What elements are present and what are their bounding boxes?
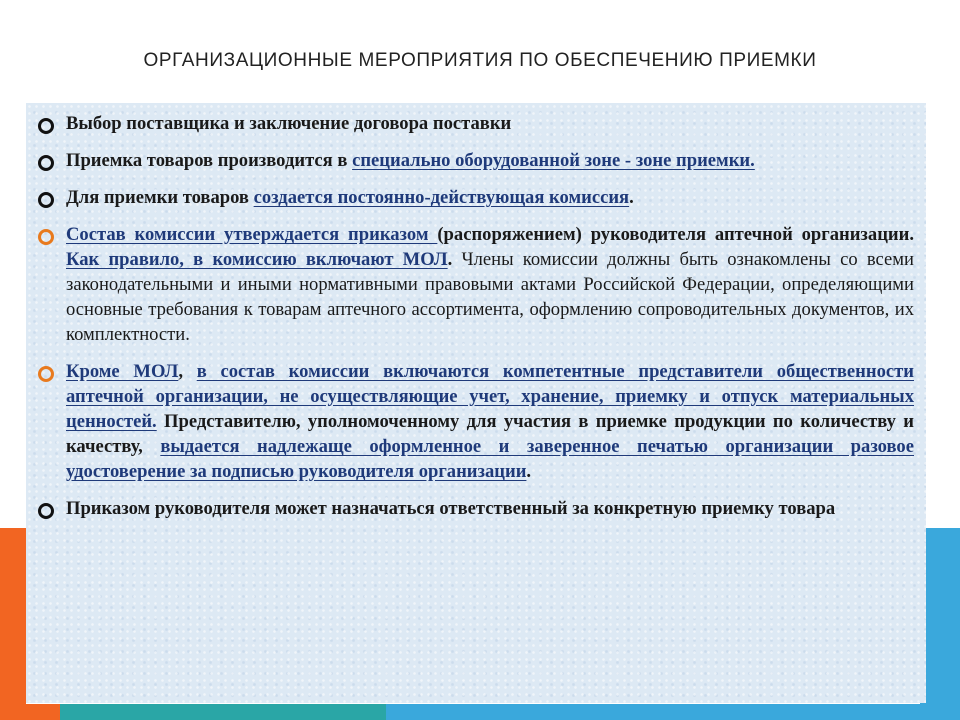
bullet-item-3 (38, 185, 914, 210)
item-punct: . (629, 187, 634, 208)
bullet-circle-icon (38, 118, 54, 134)
item-text: Приказом руководителя может назначаться ответственный за конкретную приемку товара (66, 498, 836, 519)
bullet-item-6 (38, 496, 914, 521)
bullet-item-5 (38, 359, 914, 484)
item-punct: . (526, 461, 532, 482)
decor-orange-bottom-bar (0, 704, 60, 720)
item-link[interactable]: Состав комиссии утверждается приказом (66, 224, 438, 245)
item-bold-text: Представителю, уполномоченному для участия в приемке продукции по количеству и качеству, (66, 411, 914, 457)
decor-teal-bottom-bar (26, 704, 386, 720)
bullet-circle-icon (38, 192, 54, 208)
content-panel (26, 103, 926, 703)
decor-blue-bar (920, 528, 960, 720)
item-link[interactable]: в состав комиссии включаются компетентные представители общественности аптечной организации, не осуществляющие учет, хранение, приемку и отпуск материальных ценностей. (66, 361, 914, 432)
bullet-item-4 (38, 222, 914, 347)
item-text: Приемка товаров производится в (66, 150, 353, 171)
item-text: Члены комиссии должны быть ознакомлены со всеми законодательными и иными нормативными правовыми актами Российской Федерации, определяющими основные требования к товарам аптечного ассортимента, оформлению сопроводительных документов, их комплектности. (66, 249, 914, 345)
decor-orange-bar (0, 528, 26, 720)
slide-title: ОРГАНИЗАЦИОННЫЕ МЕРОПРИЯТИЯ ПО ОБЕСПЕЧЕНИЮ ПРИЕМКИ (143, 50, 817, 71)
item-link[interactable]: выдается надлежаще оформленное и заверенное печатью организации разовое удостоверение за подписью руководителя организации (66, 436, 914, 482)
item-bold-text: (распоряжением) руководителя аптечной организации. (437, 224, 914, 245)
item-link[interactable]: создается постоянно-действующая комиссия (253, 187, 630, 208)
item-text: Для приемки товаров (66, 187, 254, 208)
item-link[interactable]: Как правило, в комиссию включают МОЛ (66, 249, 448, 270)
item-text: Выбор поставщика и заключение договора поставки (66, 113, 512, 134)
item-bold-punct: . (447, 249, 453, 270)
bullet-item-1 (38, 111, 914, 136)
item-sep: , (178, 361, 197, 382)
item-link[interactable]: Кроме МОЛ (66, 361, 179, 382)
bullet-circle-icon (38, 155, 54, 171)
bullet-circle-icon (38, 503, 54, 519)
item-link[interactable]: специально оборудованной зоне - зоне приемки. (352, 150, 755, 171)
bullet-circle-icon (38, 229, 54, 245)
bullet-item-2 (38, 148, 914, 173)
bullet-circle-icon (38, 366, 54, 382)
